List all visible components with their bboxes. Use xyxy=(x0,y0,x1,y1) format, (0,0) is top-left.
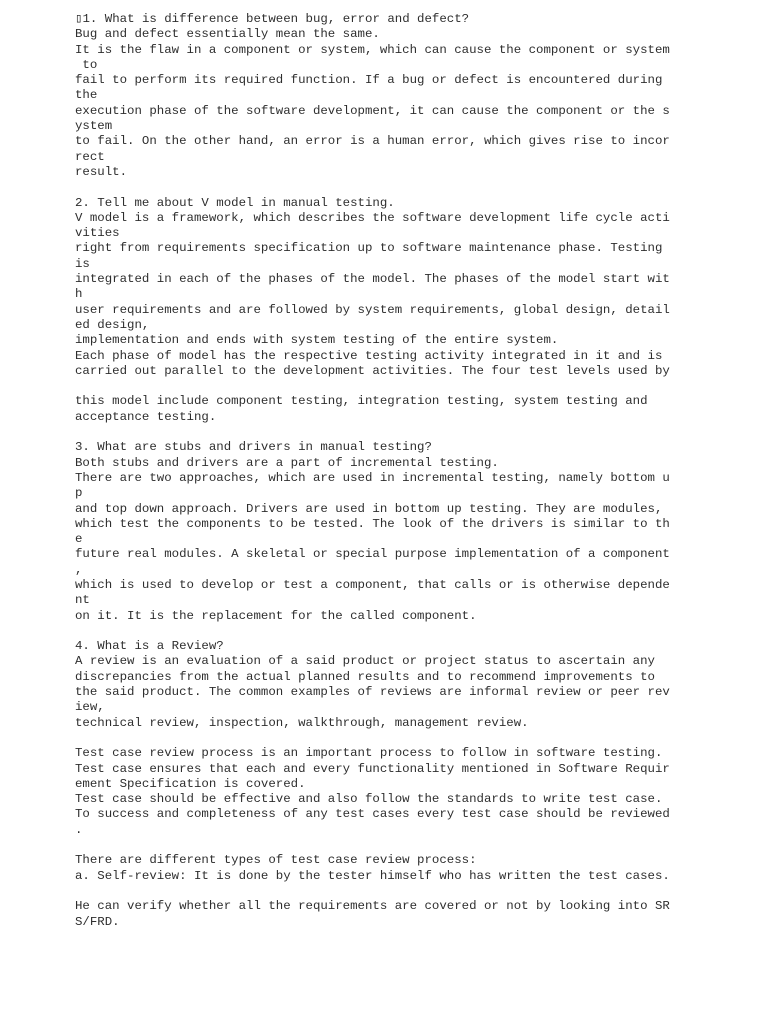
text-line: implementation and ends with system testing of the entire system. xyxy=(75,333,559,348)
text-line: iew, xyxy=(75,700,105,715)
text-line: user requirements and are followed by system requirements, global design, detail xyxy=(75,302,670,317)
text-line: to xyxy=(75,57,98,72)
text-line: fail to perform its required function. If a bug or defect is encountered during xyxy=(75,73,663,88)
text-line: vities xyxy=(75,226,120,241)
text-line: which is used to develop or test a component, that calls or is otherwise depende xyxy=(75,577,670,592)
text-line: p xyxy=(75,486,83,501)
text-line xyxy=(75,624,755,639)
text-line: Bug and defect essentially mean the same. xyxy=(75,27,380,42)
text-line: on it. It is the replacement for the called component. xyxy=(75,608,477,623)
text-line: S/FRD. xyxy=(75,914,120,929)
text-line: To success and completeness of any test cases every test case should be reviewed xyxy=(75,807,670,822)
text-line: right from requirements specification up to software maintenance phase. Testing xyxy=(75,241,663,256)
text-line: He can verify whether all the requirements are covered or not by looking into SR xyxy=(75,899,670,914)
text-line: Test case ensures that each and every functionality mentioned in Software Requir xyxy=(75,761,670,776)
text-line: this model include component testing, integration testing, system testing and xyxy=(75,394,648,409)
text-line: discrepancies from the actual planned results and to recommend improvements to xyxy=(75,669,655,684)
text-line: the xyxy=(75,88,98,103)
text-line: ▯1. What is difference between bug, error and defect? xyxy=(75,12,470,26)
text-line: integrated in each of the phases of the model. The phases of the model start wit xyxy=(75,272,670,287)
document-page xyxy=(75,12,755,930)
text-line: ed design, xyxy=(75,317,150,332)
text-line: technical review, inspection, walkthrough, management review. xyxy=(75,715,529,730)
text-line: nt xyxy=(75,593,90,608)
text-line xyxy=(75,884,755,899)
text-line: , xyxy=(75,562,83,577)
text-line: to fail. On the other hand, an error is a human error, which gives rise to incor xyxy=(75,134,670,149)
text-line: h xyxy=(75,287,83,302)
text-line: 3. What are stubs and drivers in manual testing? xyxy=(75,440,432,455)
text-line xyxy=(75,379,755,394)
text-line: . xyxy=(75,822,83,837)
text-line xyxy=(75,838,755,853)
text-line: There are two approaches, which are used in incremental testing, namely bottom u xyxy=(75,470,670,485)
text-line: A review is an evaluation of a said product or project status to ascertain any xyxy=(75,654,655,669)
text-line: V model is a framework, which describes the software development life cycle acti xyxy=(75,210,670,225)
text-line: Test case should be effective and also follow the standards to write test case. xyxy=(75,792,663,807)
text-line: 2. Tell me about V model in manual testing. xyxy=(75,195,395,210)
text-line: Both stubs and drivers are a part of incremental testing. xyxy=(75,455,499,470)
text-line: which test the components to be tested. The look of the drivers is similar to th xyxy=(75,516,670,531)
text-line: Each phase of model has the respective testing activity integrated in it and is xyxy=(75,348,663,363)
text-line xyxy=(75,731,755,746)
text-line: It is the flaw in a component or system, which can cause the component or system xyxy=(75,42,670,57)
text-line: result. xyxy=(75,164,128,179)
text-line: acceptance testing. xyxy=(75,409,217,424)
text-line: and top down approach. Drivers are used in bottom up testing. They are modules, xyxy=(75,501,663,516)
text-line: ement Specification is covered. xyxy=(75,776,306,791)
text-line: the said product. The common examples of reviews are informal review or peer rev xyxy=(75,685,670,700)
text-line: carried out parallel to the development activities. The four test levels used by xyxy=(75,363,670,378)
text-line: future real modules. A skeletal or special purpose implementation of a component xyxy=(75,547,670,562)
text-line: There are different types of test case review process: xyxy=(75,853,477,868)
text-line: is xyxy=(75,256,90,271)
text-line: ystem xyxy=(75,119,113,134)
text-line: rect xyxy=(75,149,105,164)
text-line: execution phase of the software development, it can cause the component or the s xyxy=(75,103,670,118)
text-line: Test case review process is an important process to follow in software testing. xyxy=(75,746,663,761)
text-line: a. Self-review: It is done by the tester himself who has written the test cases. xyxy=(75,868,670,883)
text-line xyxy=(75,180,755,195)
text-line: 4. What is a Review? xyxy=(75,639,224,654)
text-line: e xyxy=(75,532,83,547)
text-line xyxy=(75,425,755,440)
